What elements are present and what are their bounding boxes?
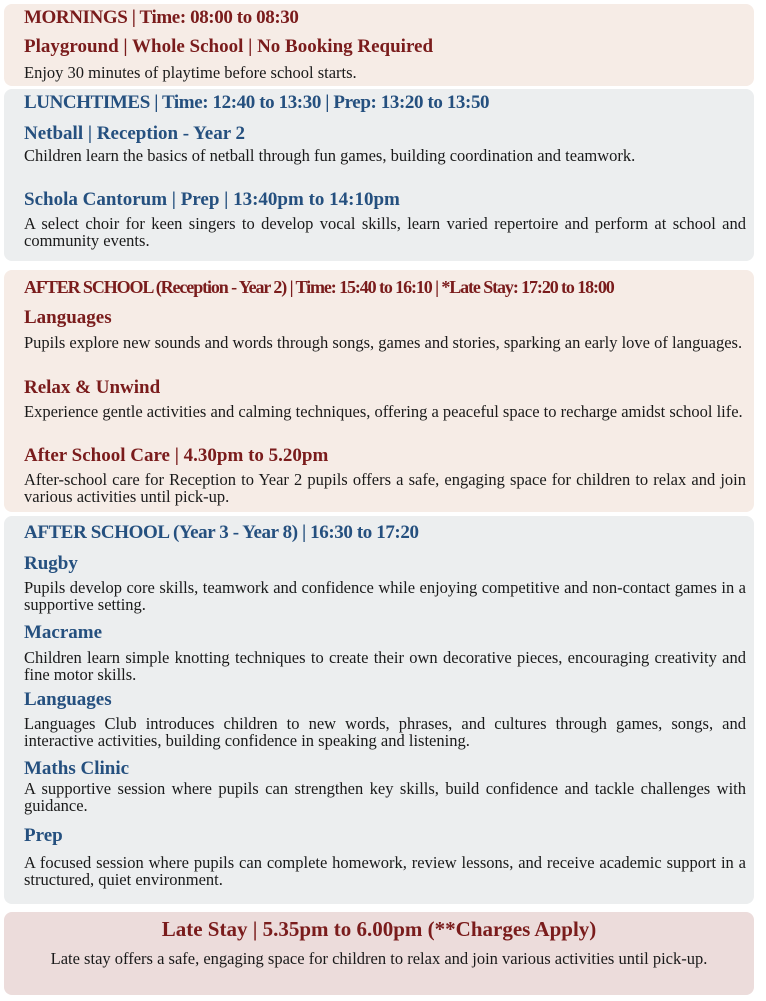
- activity-description: Languages Club introduces children to new words, phrases, and cultures through games, songs, and interactive activities, building confidence in speaking and listening.: [24, 714, 746, 750]
- activity-title: Macrame: [24, 622, 103, 643]
- activity-description: A focused session where pupils can complete homework, review lessons, and receive academic support in a structured, quiet environment.: [24, 853, 746, 889]
- activity-description: Experience gentle activities and calming techniques, offering a peaceful space to recharge amidst school life.: [24, 402, 743, 421]
- lunchtimes-section: [4, 89, 754, 261]
- lunchtimes-header: LUNCHTIMES | Time: 12:40 to 13:30 | Prep: 13:20 to 13:50: [24, 92, 490, 113]
- activity-title: Prep: [24, 825, 63, 846]
- late-stay-section: [4, 912, 754, 995]
- after-school-junior-header: AFTER SCHOOL (Reception - Year 2) | Time: 15:40 to 16:10 | *Late Stay: 17:20 to 18:00: [24, 277, 614, 297]
- after-school-junior-section: [4, 270, 754, 512]
- late-stay-header: Late Stay | 5.35pm to 6.00pm (**Charges Apply): [161, 917, 597, 941]
- activity-title: Relax & Unwind: [24, 377, 161, 398]
- activity-description: A supportive session where pupils can strengthen key skills, build confidence and tackle challenges with guidance.: [24, 779, 746, 815]
- activity-title: Languages: [24, 689, 112, 710]
- activity-title: Maths Clinic: [24, 758, 130, 779]
- activity-description: Children learn simple knotting techniques to create their own decorative pieces, encouraging creativity and fine motor skills.: [24, 648, 746, 684]
- activity-description: Enjoy 30 minutes of playtime before school starts.: [24, 63, 357, 82]
- after-school-senior-header: AFTER SCHOOL (Year 3 - Year 8) | 16:30 to 17:20: [24, 522, 419, 543]
- activity-title: Rugby: [24, 553, 78, 574]
- mornings-header: MORNINGS | Time: 08:00 to 08:30: [24, 7, 299, 28]
- activity-description: Pupils develop core skills, teamwork and confidence while enjoying competitive and non-contact games in a supportive setting.: [24, 578, 746, 614]
- late-stay-description: Late stay offers a safe, engaging space for children to relax and join various activities until pick-up.: [50, 949, 708, 968]
- activity-description: Children learn the basics of netball through fun games, building coordination and teamwork.: [24, 146, 636, 165]
- after-school-senior-section: [4, 516, 754, 904]
- activity-title: Netball | Reception - Year 2: [24, 123, 246, 144]
- activity-description: A select choir for keen singers to develop vocal skills, learn varied repertoire and perform at school and community events.: [24, 214, 746, 250]
- activity-description: After-school care for Reception to Year 2 pupils offers a safe, engaging space for children to relax and join various activities until pick-up.: [24, 470, 746, 506]
- activity-title: Playground | Whole School | No Booking Required: [24, 36, 434, 57]
- mornings-section: [4, 4, 754, 86]
- activity-title: Languages: [24, 307, 112, 328]
- activity-title: Schola Cantorum | Prep | 13:40pm to 14:10pm: [24, 189, 400, 210]
- activity-description: Pupils explore new sounds and words through songs, games and stories, sparking an early love of languages.: [24, 333, 743, 352]
- activity-title: After School Care | 4.30pm to 5.20pm: [24, 445, 329, 466]
